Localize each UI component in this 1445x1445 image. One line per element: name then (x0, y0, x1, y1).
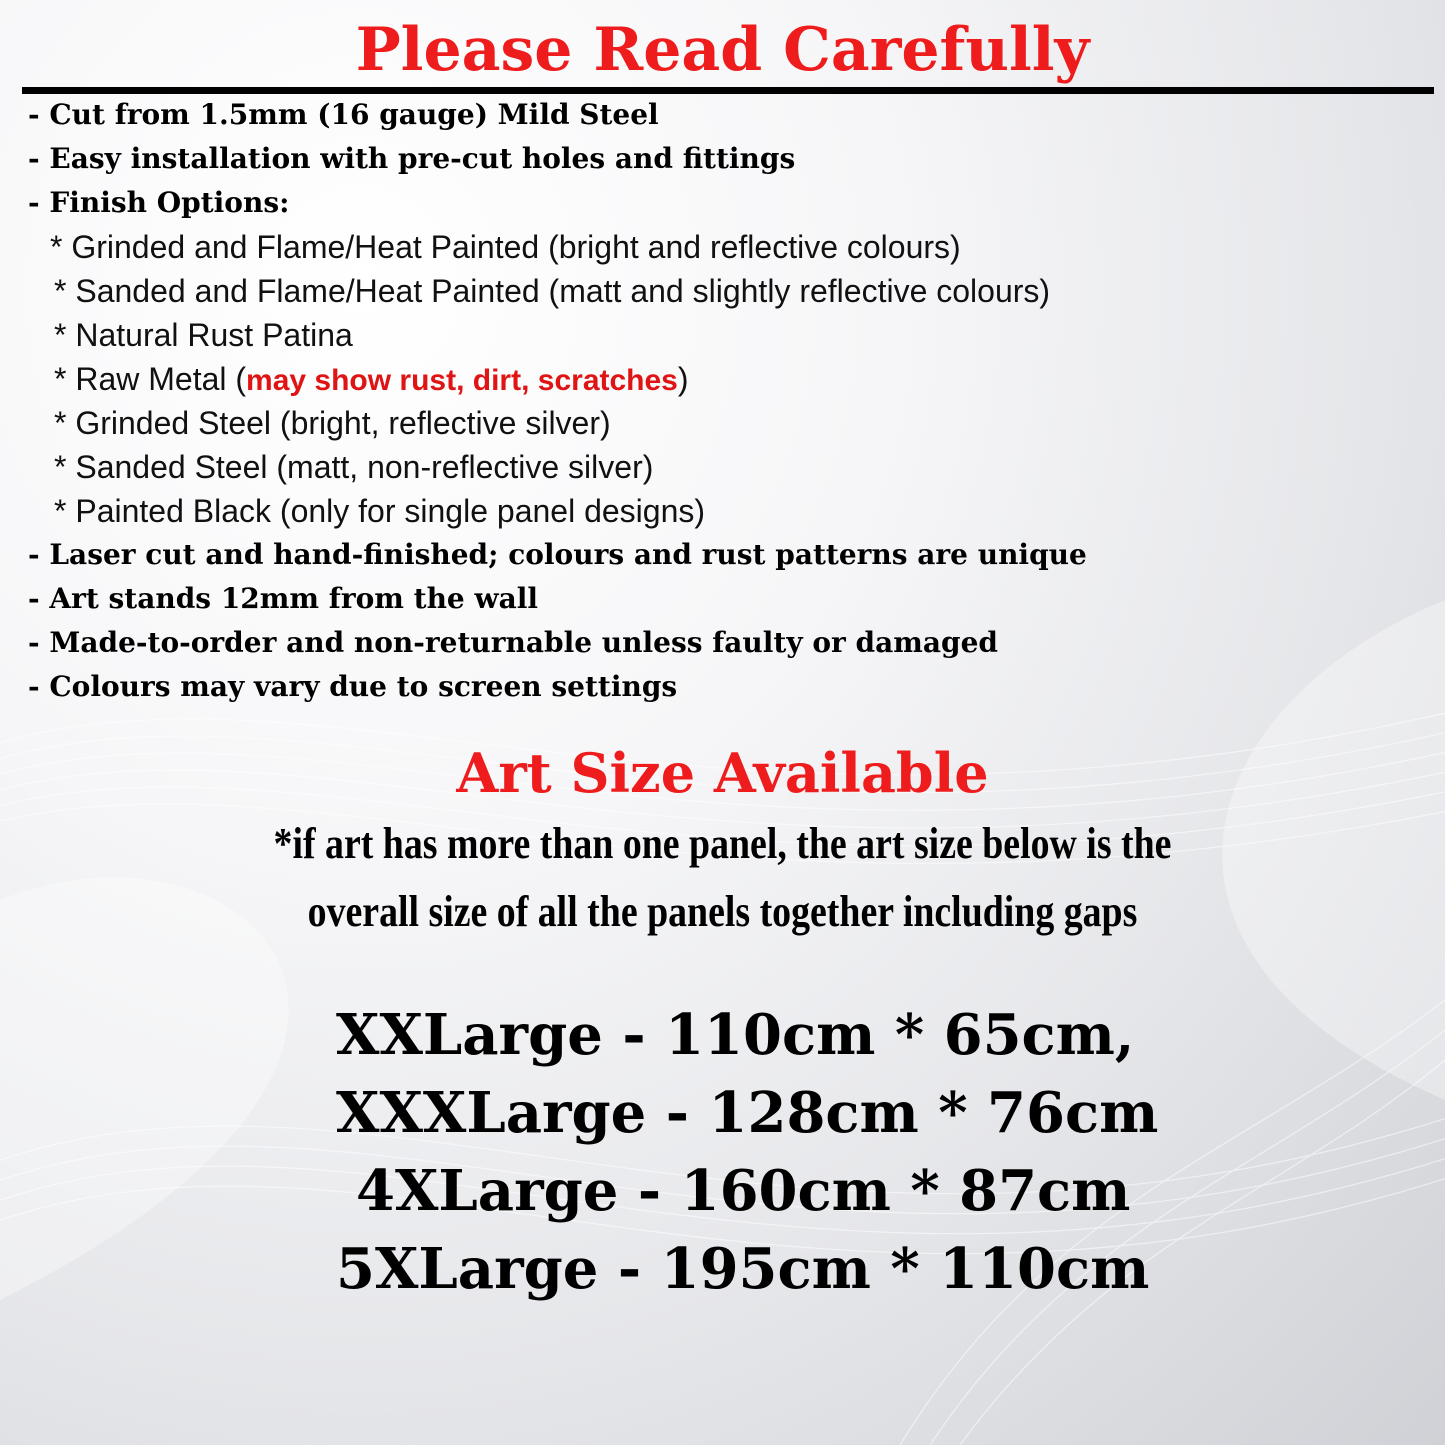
list-item (28, 621, 1428, 665)
page-title: Please Read Carefully (355, 15, 1090, 85)
note-line: *if art has more than one panel, the art size below is the (273, 819, 1172, 868)
size-list (0, 996, 1445, 1308)
size-row (0, 1230, 1445, 1308)
list-item (28, 181, 1428, 225)
spec-colour-disclaimer: - Colours may vary due to screen settings (28, 670, 678, 703)
spec-finish-heading: - Finish Options: (28, 186, 290, 219)
finish-option-rust-patina: * Natural Rust Patina (54, 317, 353, 353)
spec-list (28, 93, 1428, 709)
list-item (28, 137, 1428, 181)
list-item (28, 665, 1428, 709)
size-row (0, 1074, 1445, 1152)
note-line: overall size of all the panels together including gaps (307, 887, 1138, 936)
list-item (28, 357, 1428, 401)
sizes-heading: Art Size Available (456, 741, 989, 805)
multi-panel-note (101, 810, 1344, 946)
raw-metal-warning: may show rust, dirt, scratches (246, 364, 678, 397)
finish-option-raw-metal (28, 361, 689, 397)
size-row (0, 1152, 1445, 1230)
list-item (28, 93, 1428, 137)
list-item (28, 225, 1428, 269)
spec-returns-policy: - Made-to-order and non-returnable unless faulty or damaged (28, 626, 999, 659)
finish-option-grinded-painted: * Grinded and Flame/Heat Painted (bright and reflective colours) (50, 229, 961, 265)
list-item (28, 445, 1428, 489)
list-item (28, 401, 1428, 445)
size-xxlarge: XXLarge - 110cm * 65cm, (336, 1002, 1135, 1068)
finish-option-grinded-steel: * Grinded Steel (bright, reflective silver) (54, 405, 611, 441)
size-row (0, 996, 1445, 1074)
size-4xlarge: 4XLarge - 160cm * 87cm (356, 1158, 1131, 1224)
spec-wall-standoff: - Art stands 12mm from the wall (28, 582, 539, 615)
spec-material: - Cut from 1.5mm (16 gauge) Mild Steel (28, 98, 659, 131)
list-item (28, 577, 1428, 621)
list-item (28, 269, 1428, 313)
raw-metal-close: ) (677, 361, 689, 397)
list-item (28, 489, 1428, 533)
spec-installation: - Easy installation with pre-cut holes and fittings (28, 142, 796, 175)
finish-option-sanded-steel: * Sanded Steel (matt, non-reflective silver) (54, 449, 654, 485)
finish-option-painted-black: * Painted Black (only for single panel designs) (54, 493, 706, 529)
size-xxxlarge: XXXLarge - 128cm * 76cm (336, 1080, 1159, 1146)
spec-laser-cut: - Laser cut and hand-finished; colours and rust patterns are unique (28, 538, 1087, 571)
list-item (28, 313, 1428, 357)
raw-metal-label: * Raw Metal ( (54, 361, 247, 397)
finish-option-sanded-painted: * Sanded and Flame/Heat Painted (matt and slightly reflective colours) (54, 273, 1051, 309)
size-5xlarge: 5XLarge - 195cm * 110cm (336, 1236, 1150, 1302)
list-item (28, 533, 1428, 577)
